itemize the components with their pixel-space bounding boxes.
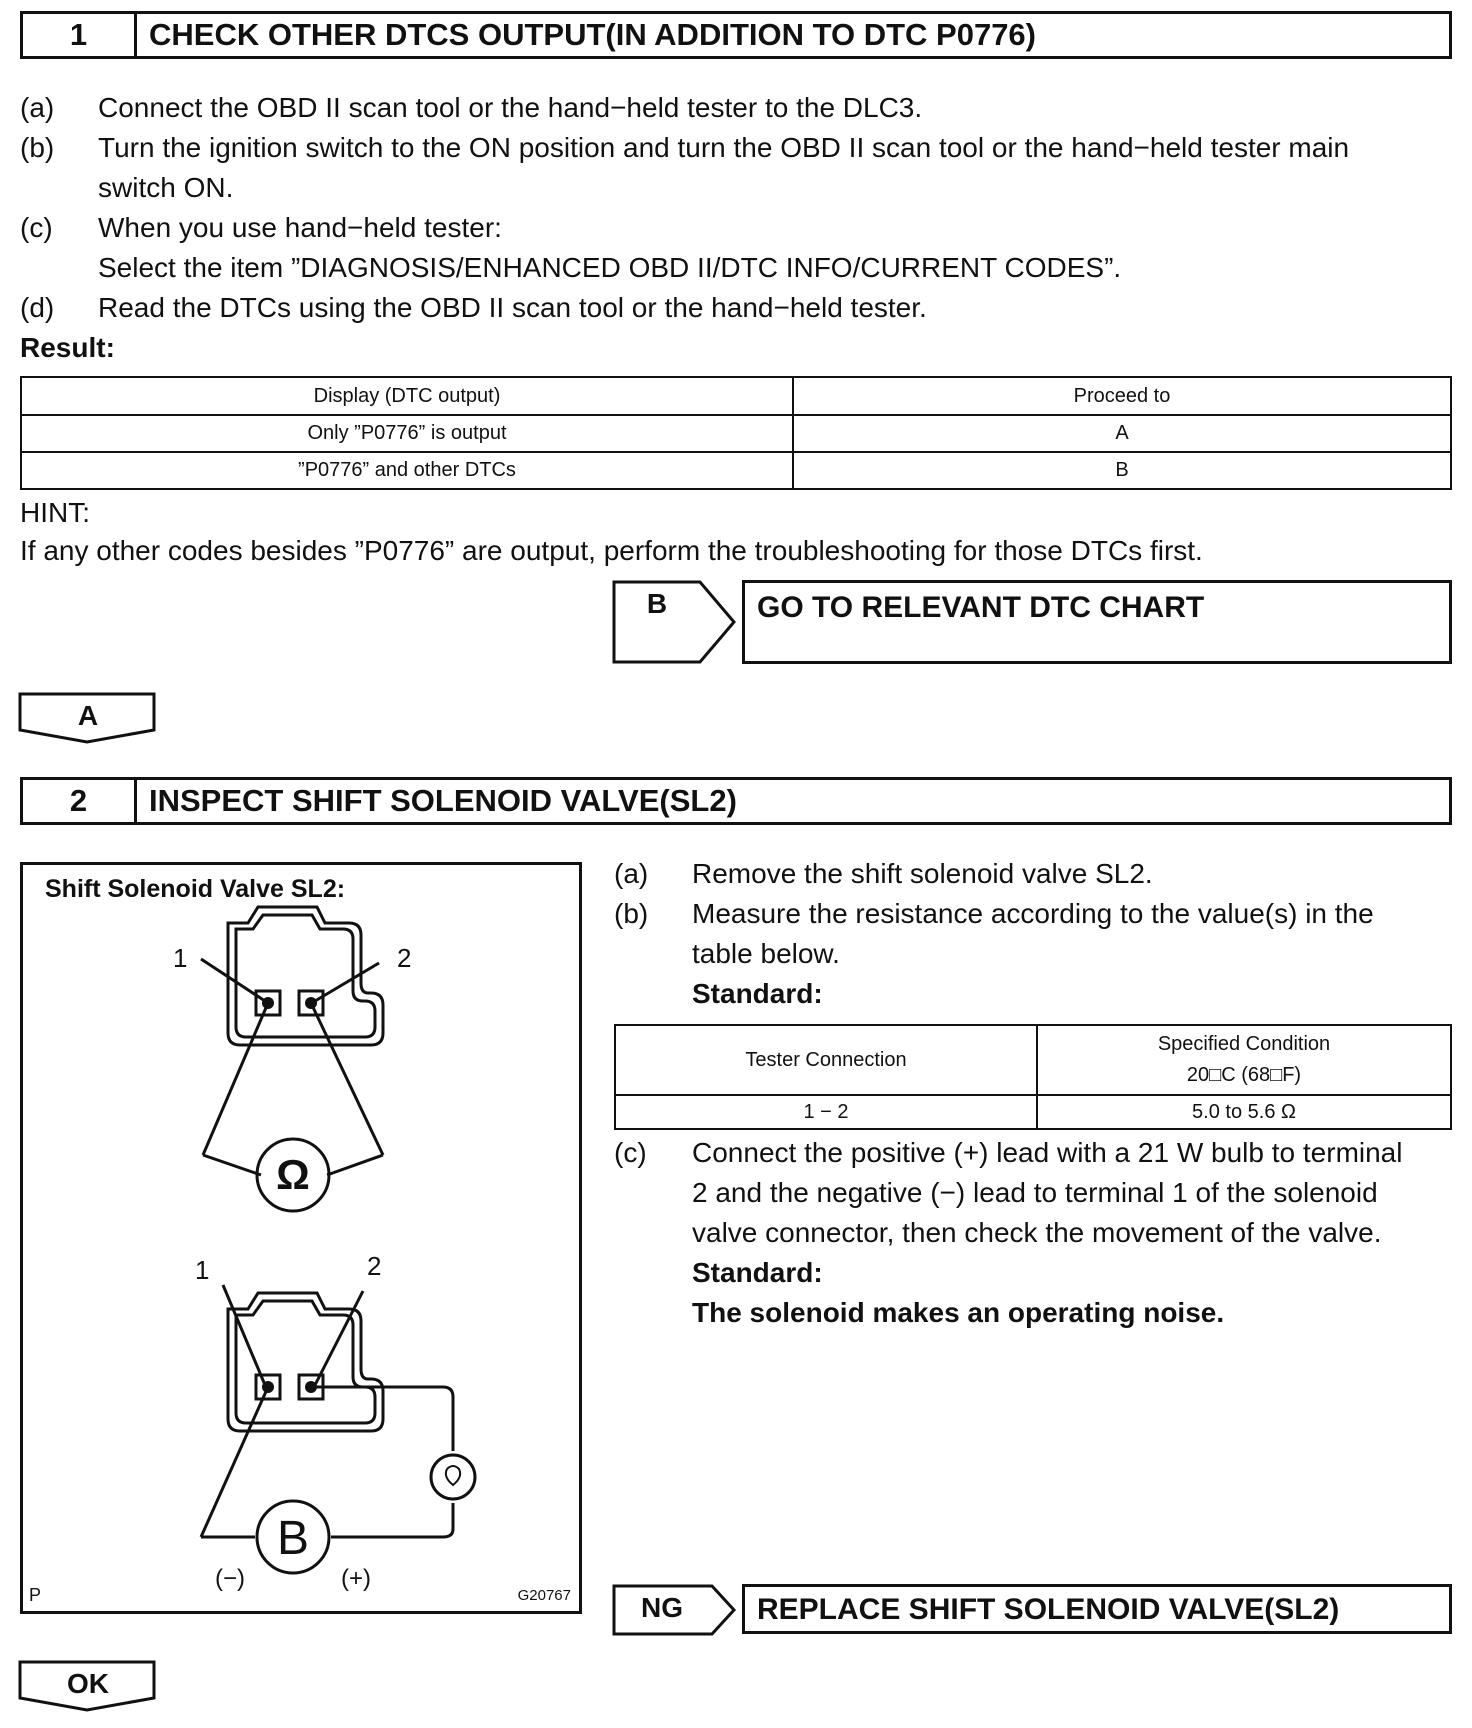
branch-b-label: B [646, 588, 668, 619]
result-cell: Only ”P0776” is output [21, 415, 793, 452]
step-2c-text-line3: valve connector, then check the movement of the valve. [692, 1217, 1382, 1248]
standard-label-b: Standard: [692, 978, 823, 1009]
terminal-1-label-top: 1 [173, 943, 188, 973]
step-2-title: INSPECT SHIFT SOLENOID VALVE(SL2) [149, 783, 737, 818]
standard-header-connection: Tester Connection [615, 1025, 1037, 1095]
step-1-title: CHECK OTHER DTCS OUTPUT(IN ADDITION TO DTC P0776) [149, 17, 1036, 52]
standard-header-condition-line1: Specified Condition [1157, 1033, 1331, 1055]
step-1a-text: Connect the OBD II scan tool or the hand−held tester to the DLC3. [98, 92, 923, 123]
hint-text: If any other codes besides ”P0776” are output, perform the troubleshooting for those DTCs first. [20, 535, 1203, 566]
terminal-2-label-bottom: 2 [367, 1251, 382, 1281]
solenoid-figure [20, 862, 582, 1614]
standard-table [614, 1024, 1452, 1130]
battery-icon: B [276, 1512, 309, 1565]
step-1c-text-line1: When you use hand−held tester: [98, 212, 502, 243]
terminal-2-label-top: 2 [397, 943, 412, 973]
result-cell: B [793, 452, 1451, 489]
step-2-header [20, 777, 1452, 825]
negative-label: (−) [215, 1565, 245, 1592]
table-row [615, 1095, 1451, 1129]
result-cell: ”P0776” and other DTCs [21, 452, 793, 489]
standard-header-condition-line2: 20□C (68□F) [1186, 1064, 1302, 1086]
step-1c-text-line2: Select the item ”DIAGNOSIS/ENHANCED OBD II/DTC INFO/CURRENT CODES”. [98, 252, 1122, 283]
branch-ok-label: OK [67, 1668, 109, 1699]
figure-id: G20767 [517, 1587, 571, 1604]
hint-label: HINT: [20, 497, 90, 528]
result-header-proceed: Proceed to [793, 377, 1451, 415]
step-1b-text-line1: Turn the ignition switch to the ON position and turn the OBD II scan tool or the hand−held tester main [98, 132, 1350, 163]
table-row [21, 452, 1451, 489]
branch-a-label: A [77, 700, 99, 731]
figure-title: Shift Solenoid Valve SL2: [45, 875, 346, 903]
step-2c-text-line1: Connect the positive (+) lead with a 21 W bulb to terminal [692, 1137, 1403, 1168]
ohmmeter-icon: Ω [276, 1151, 310, 1198]
step-1d-letter: (d) [20, 292, 55, 323]
step-2c-letter: (c) [614, 1137, 647, 1168]
standard-c-text: The solenoid makes an operating noise. [692, 1297, 1225, 1328]
table-row [21, 415, 1451, 452]
solenoid-diagram [23, 865, 579, 1611]
step-2b-text-line2: table below. [692, 938, 840, 969]
step-2c-text-line2: 2 and the negative (−) lead to terminal 1 of the solenoid [692, 1177, 1378, 1208]
branch-b-action: GO TO RELEVANT DTC CHART [742, 580, 1452, 664]
step-1c-letter: (c) [20, 212, 53, 243]
result-label: Result: [20, 332, 115, 363]
positive-label: (+) [341, 1565, 371, 1592]
step-1d-text: Read the DTCs using the OBD II scan tool or the hand−held tester. [98, 292, 927, 323]
result-header-display: Display (DTC output) [21, 377, 793, 415]
standard-header-condition [1037, 1025, 1451, 1095]
step-1-number: 1 [23, 14, 137, 56]
branch-ng-action: REPLACE SHIFT SOLENOID VALVE(SL2) [742, 1584, 1452, 1634]
result-cell: A [793, 415, 1451, 452]
step-2-number: 2 [23, 780, 137, 822]
standard-cell: 5.0 to 5.6 Ω [1037, 1095, 1451, 1129]
step-2b-letter: (b) [614, 898, 649, 929]
step-1b-letter: (b) [20, 132, 55, 163]
terminal-1-label-bottom: 1 [195, 1255, 210, 1285]
standard-label-c: Standard: [692, 1257, 823, 1288]
step-1a-letter: (a) [20, 92, 55, 123]
branch-ng-label: NG [641, 1592, 683, 1623]
step-1b-text-line2: switch ON. [98, 172, 234, 203]
step-2b-text-line1: Measure the resistance according to the value(s) in the [692, 898, 1374, 929]
standard-cell: 1 − 2 [615, 1095, 1037, 1129]
figure-corner-label: P [29, 1585, 42, 1605]
step-1-header [20, 11, 1452, 59]
step-2a-text: Remove the shift solenoid valve SL2. [692, 858, 1153, 889]
result-table [20, 376, 1452, 490]
step-2a-letter: (a) [614, 858, 649, 889]
